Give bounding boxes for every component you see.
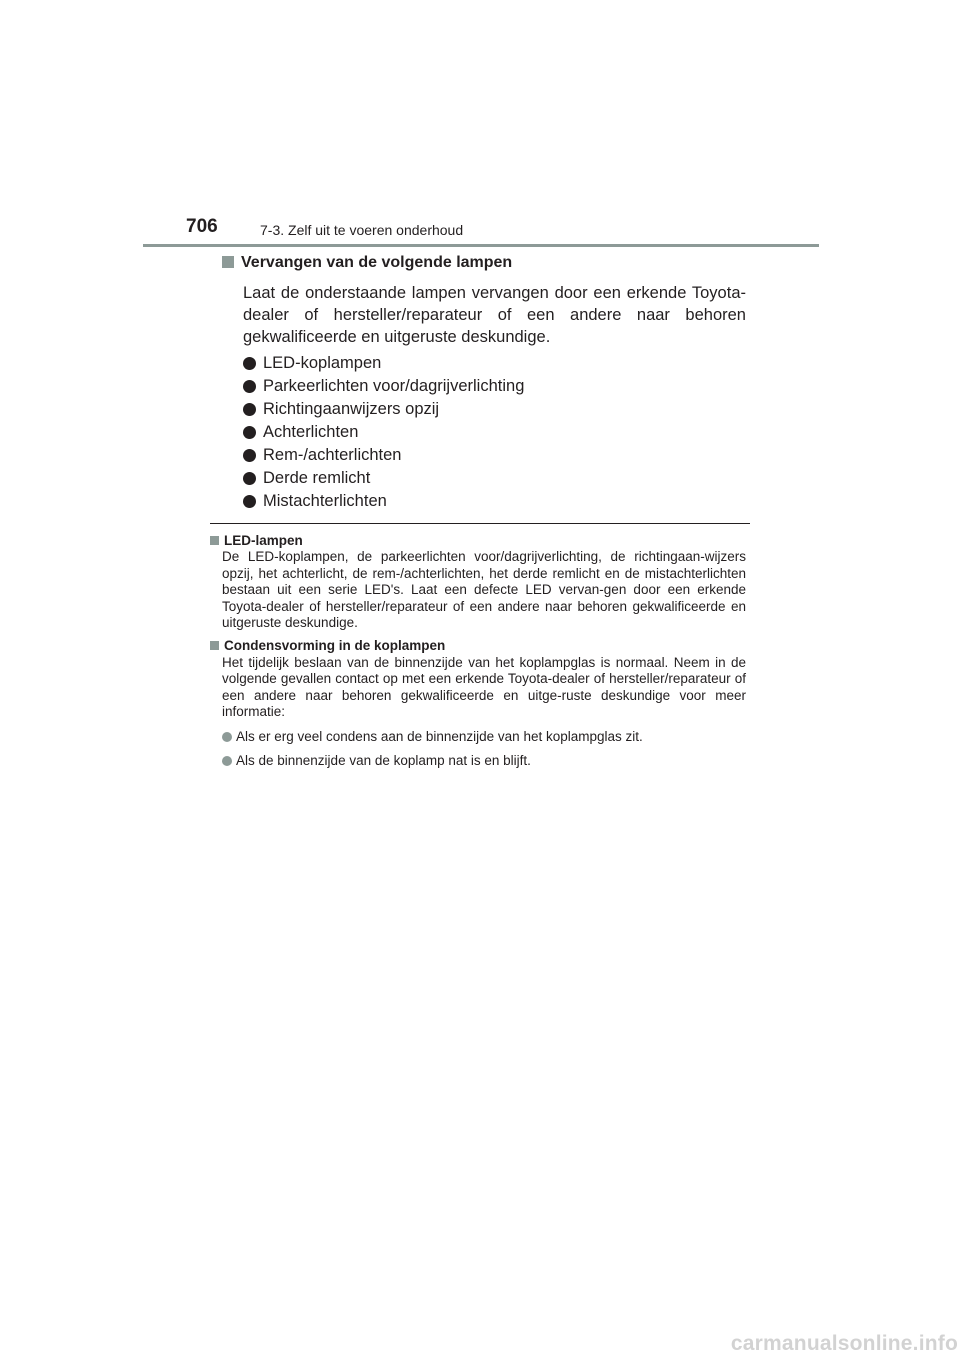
note-heading-text: LED-lampen <box>224 532 303 548</box>
bullet-dot-icon <box>243 472 256 485</box>
list-item <box>243 467 746 490</box>
notes-divider <box>210 523 750 524</box>
list-item-text: Mistachterlichten <box>263 492 387 510</box>
bullet-dot-icon <box>222 756 232 766</box>
bullet-dot-icon <box>243 357 256 370</box>
list-item <box>243 375 746 398</box>
note-heading-text: Condensvorming in de koplampen <box>224 638 446 653</box>
bullet-dot-icon <box>243 426 256 439</box>
list-item-text: Richtingaanwijzers opzij <box>263 400 440 418</box>
list-item-text: Derde remlicht <box>263 469 371 487</box>
list-item-text: Rem-/achterlichten <box>263 446 402 464</box>
section-title: 7-3. Zelf uit te voeren onderhoud <box>260 222 464 238</box>
note-body: Het tijdelijk beslaan van de binnenzijde van het koplampglas is normaal. Neem in de volgende gevallen contact op met een erkende Toyota-dealer of hersteller/reparateur of een andere naar behoren gekwalificeerde en uitge-ruste deskundige voor meer informatie: <box>222 654 746 719</box>
square-bullet-icon <box>210 536 219 545</box>
bullet-dot-icon <box>243 380 256 393</box>
list-item-text: Als er erg veel condens aan de binnenzijde van het koplampglas zit. <box>236 729 643 744</box>
list-item <box>243 421 746 444</box>
bullet-dot-icon <box>243 403 256 416</box>
square-bullet-icon <box>210 641 219 650</box>
list-item-text: Achterlichten <box>263 423 359 441</box>
watermark: carmanualsonline.info <box>730 1332 958 1355</box>
list-item <box>222 749 746 773</box>
square-bullet-icon <box>222 256 234 268</box>
page-number: 706 <box>186 216 218 237</box>
list-item <box>243 490 746 513</box>
list-item-text: Parkeerlichten voor/dagrijverlichting <box>263 377 525 395</box>
list-item-text: Als de binnenzijde van de koplamp nat is en blijft. <box>236 753 531 768</box>
bullet-dot-icon <box>243 449 256 462</box>
lamp-list <box>243 352 746 513</box>
notes-section <box>210 531 746 778</box>
main-heading <box>222 254 746 272</box>
header-divider <box>143 244 819 247</box>
main-heading-text: Vervangen van de volgende lampen <box>241 254 513 271</box>
bullet-dot-icon <box>222 732 232 742</box>
note-led-lampen <box>210 531 746 632</box>
note-body: De LED-koplampen, de parkeerlichten voor/dagrijverlichting, de richtingaan-wijzers opzij, het achterlicht, de rem-/achterlichten, het derde remlicht en de mistachterlichten bestaan uit een serie LED's. Laat een defecte LED vervan-gen door een erkende Toyota-dealer of hersteller/reparateur of een andere naar behoren gekwalificeerde en uitgeruste deskundige. <box>222 549 746 630</box>
main-body <box>243 282 746 513</box>
note-heading <box>210 637 746 655</box>
note-list <box>222 725 746 773</box>
main-paragraph: Laat de onderstaande lampen vervangen door een erkende Toyota-dealer of hersteller/reparateur of een andere naar behoren gekwalificeerde en uitgeruste deskundige. <box>243 284 746 346</box>
list-item <box>243 444 746 467</box>
list-item-text: LED-koplampen <box>263 354 382 372</box>
main-section <box>222 254 746 513</box>
list-item <box>222 725 746 749</box>
list-item <box>243 398 746 421</box>
bullet-dot-icon <box>243 495 256 508</box>
note-heading <box>210 531 746 549</box>
note-condensvorming <box>210 637 746 773</box>
list-item <box>243 352 746 375</box>
